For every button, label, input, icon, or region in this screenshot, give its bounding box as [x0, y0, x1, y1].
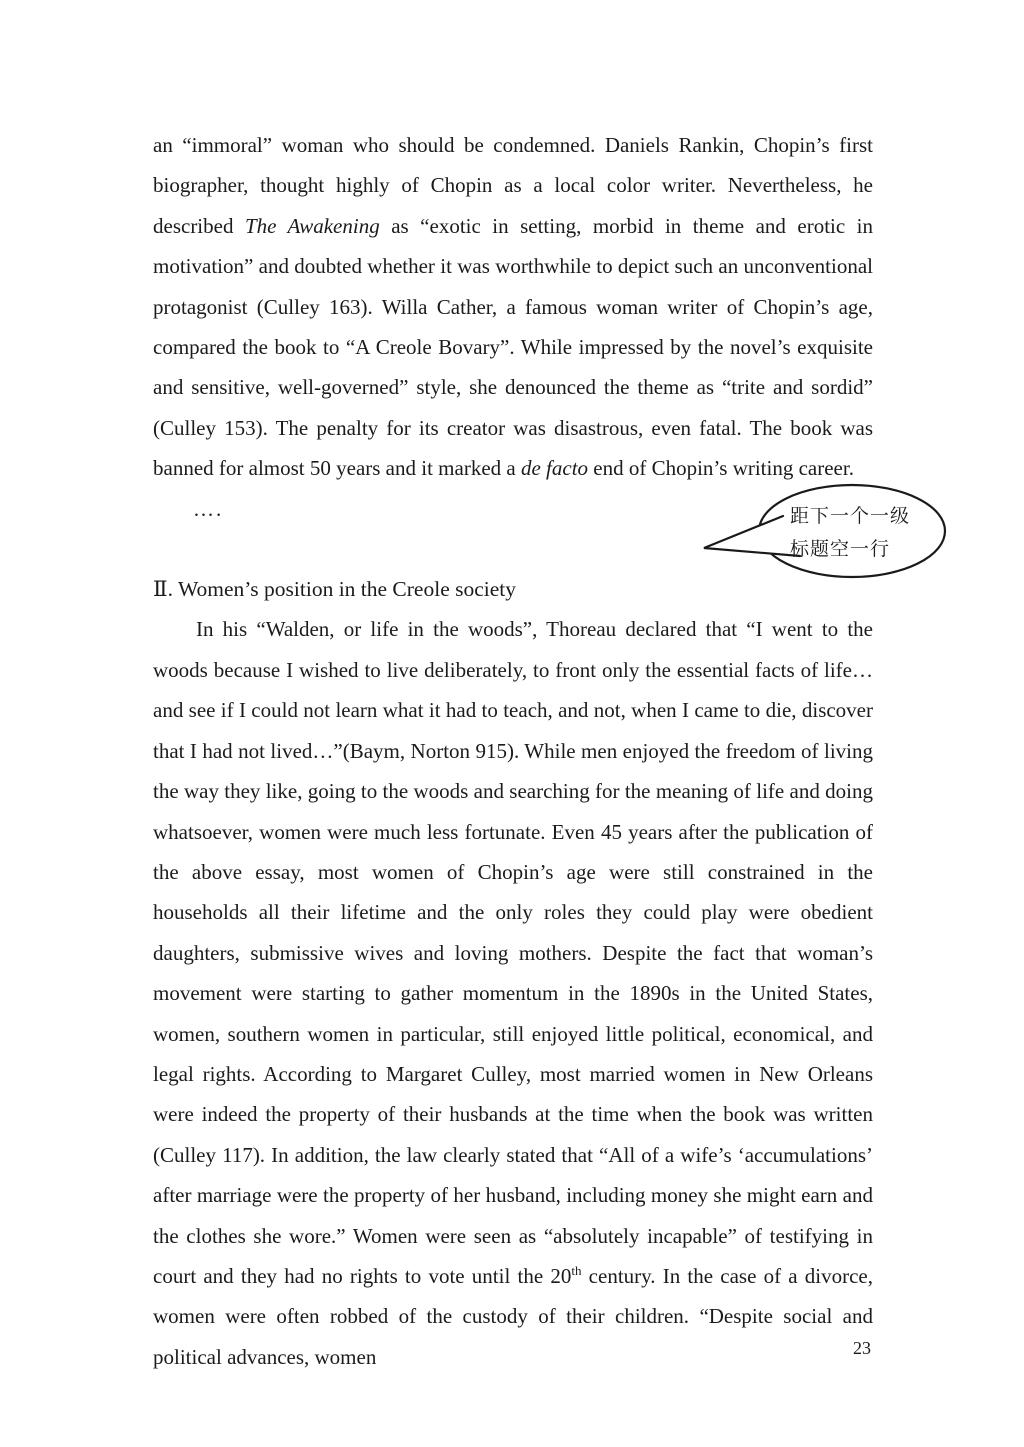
annotation-text	[790, 500, 940, 566]
paragraph-1-text-c: end of Chopin’s writing career.	[588, 456, 854, 481]
section-heading: Ⅱ. Women’s position in the Creole society	[153, 577, 517, 602]
ordinal-superscript: th	[571, 1262, 582, 1278]
latin-phrase-de-facto: de facto	[520, 456, 589, 481]
page-content	[153, 125, 873, 1377]
paragraph-2-text-b: century. In the case of a divorce, women were often robbed of the custody of their children. “Despite social and political advances, women	[153, 1263, 874, 1369]
page-number: 23	[853, 1338, 871, 1358]
paragraph-2-text-a: In his “Walden, or life in the woods”, Thoreau declared that “I went to the woods because I wished to live deliberately, to front only the essential facts of life…and see if I could not learn what it had to teach, and not, when I came to die, discover that I had not lived…”(Baym, Norton 915). While men enjoyed the freedom of living the way they like, going to the woods and searching for the meaning of life and doing whatsoever, women were much less fortunate. Even 45 years after the publication of the above essay, most women of Chopin’s age were still constrained in the households all their lifetime and the only roles they could play were obedient daughters, submissive wives and loving mothers. Despite the fact that woman’s movement were starting to gather momentum in the 1890s in the United States, women, southern women in particular, still enjoyed little political, economical, and legal rights. According to Margaret Culley, most married women in New Orleans were indeed the property of their husbands at the time when the book was written (Culley 117). In addition, the law clearly stated that “All of a wife’s ‘accumulations’ after marriage were the property of her husband, including money she might earn and the clothes she wore.” Women were seen as “absolutely incapable” of testifying in court and they had no rights to vote until the 20	[153, 617, 873, 1288]
paragraph-1-text-b: as “exotic in setting, morbid in theme and erotic in motivation” and doubted whether it was worthwhile to depict such an unconventional protagonist (Culley 163). Willa Cather, a famous woman writer of Chopin’s age, compared the book to “A Creole Bovary”. While impressed by the novel’s exquisite and sensitive, well-governed” style, she denounced the theme as “trite and sordid” (Culley 153). The penalty for its creator was disastrous, even fatal. The book was banned for almost 50 years and it marked a	[153, 213, 873, 481]
paragraph-1	[153, 125, 873, 489]
annotation-line-2: 标题空一行	[790, 539, 891, 560]
annotation-line-1: 距下一个一级	[790, 506, 911, 527]
paragraph-2	[153, 609, 873, 1377]
paragraph-1-text-a: an “immoral” woman who should be condemned. Daniels Rankin, Chopin’s first biographer, thought highly of Chopin as a local color writer. Nevertheless, he described	[153, 133, 873, 238]
annotation-callout	[690, 475, 960, 590]
book-title-the-awakening: The Awakening	[244, 213, 380, 238]
ellipsis-line: ….	[193, 496, 224, 521]
